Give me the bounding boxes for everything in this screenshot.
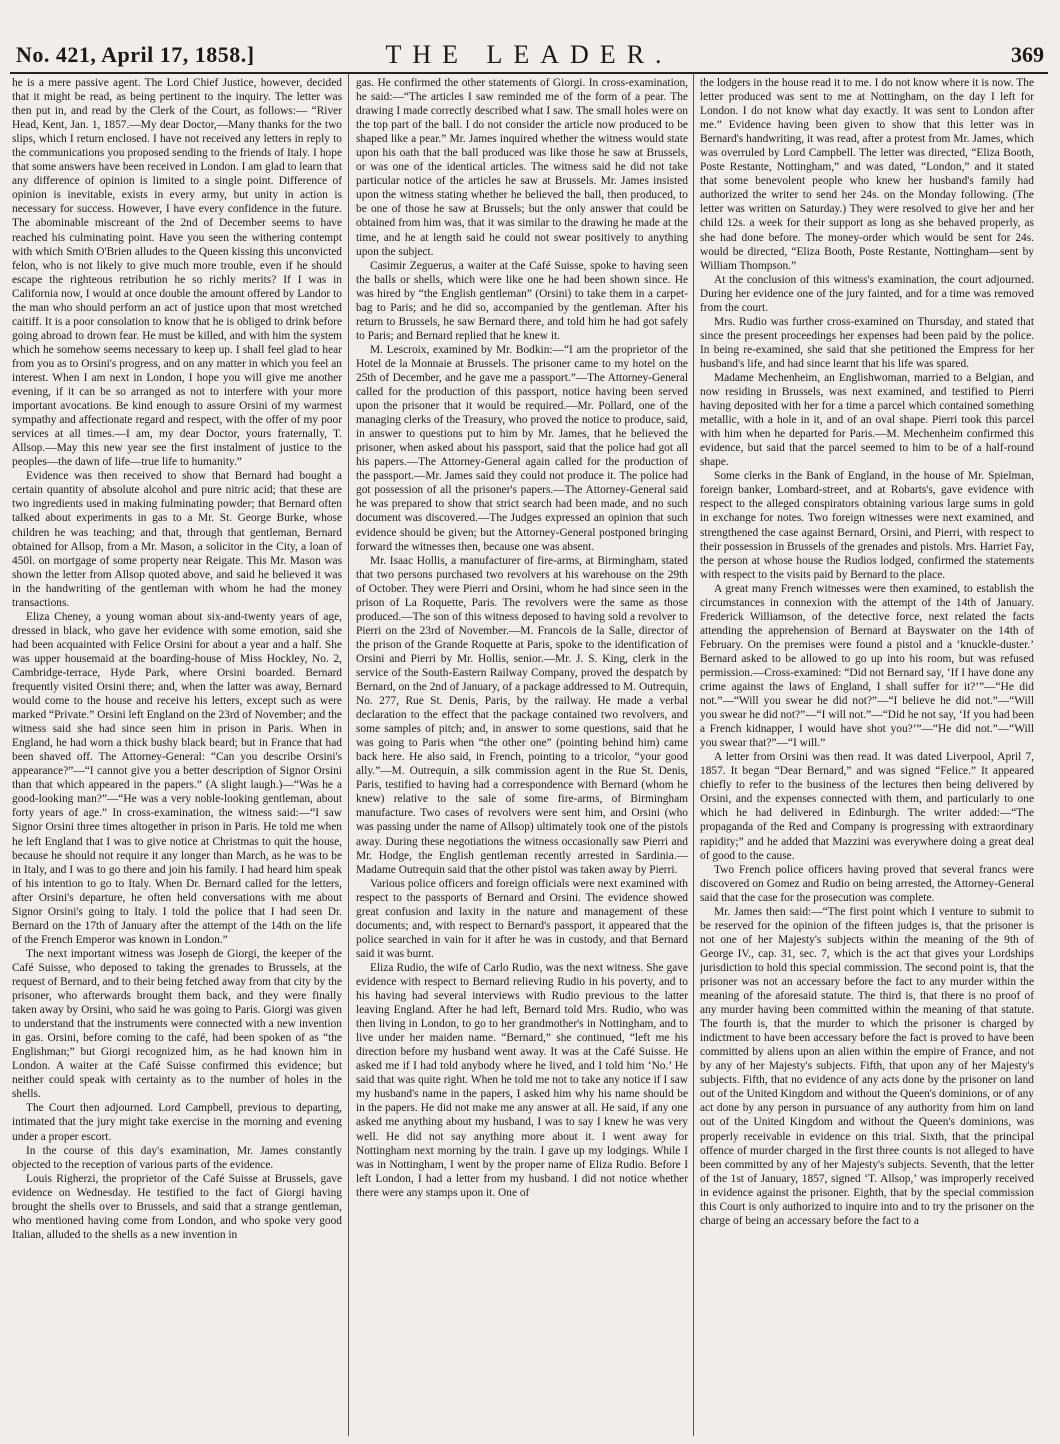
paragraph: Casimir Zeguerus, a waiter at the Café Suisse, spoke to having seen the balls or shells, which were like one he had been shown since. He was hired by “the English gentleman” (Orsini) to take them in a carpet-bag to Paris; and he did so, accompanied by the gentleman. After his return to Brussels, he saw Bernard there, and told him he had got safely to Paris; and Bernard replied that he knew it. <box>356 259 688 342</box>
paragraph: M. Lescroix, examined by Mr. Bodkin:—“I am the proprietor of the Hotel de la Monnaie at Brussels. The prisoner came to my hotel on the 25th of December, and he gave me a passport.”—The Attorney-General called for the production of this passport, notice having been served upon the prisoner that it would be required.—Mr. Pollard, one of the managing clerks of the Treasury, who proved the notice to produce, said, in answer to questions put to him by Mr. James, that he believed the prisoner, when asked about his passport, said that the police had got all his papers.—The Attorney-General again called for the production of the passport.—Mr. James said they could not produce it. The police had got possession of all the prisoner's papers.—The Attorney-General said he was prepared to show that strict search had been made, and no such document was discovered.—The Judges expressed an opinion that such evidence should be given; but the Attorney-General postponed bringing forward the witnesses then, because one was absent. <box>356 343 688 553</box>
paragraph: Eliza Rudio, the wife of Carlo Rudio, was the next witness. She gave evidence with respect to Bernard relieving Rudio in his poverty, and to his having had several interviews with Rudio previous to the latter leaving England. After he had left, Bernard told Mrs. Rudio, who was then living in London, to go to her grandmother's in Nottingham, and to live under her maiden name. “Bernard,” she continued, “left me his direction before my husband went away. It was at the Café Suisse. He asked me if I had told anybody where he lived, and I told him ‘No.’ He said that was quite right. When he told me not to take any notice if I saw my husband's name in the papers, I asked him why his name should be in the papers. He did not make me any answer at all. He said, if any one asked me anything about my husband, I was to say I knew he was very well. He did not say anything more about it. I went away for Nottingham next morning by the train. I gave up my lodgings. While I was in Nottingham, I went by the proper name of Eliza Rudio. Before I left London, I had a letter from my husband. I did not notice whether there were any stamps upon it. One of <box>356 961 688 1199</box>
issue-info: No. 421, April 17, 1858.] <box>16 42 255 67</box>
newspaper-title: THE LEADER. <box>385 40 673 69</box>
page-number: 369 <box>1011 42 1044 67</box>
column-2 <box>356 76 688 1436</box>
paragraph: At the conclusion of this witness's examination, the court adjourned. During her evidence one of the jury fainted, and for a time was removed from the court. <box>700 273 1034 314</box>
masthead <box>10 38 1048 74</box>
paragraph: A great many French witnesses were then examined, to establish the circumstances in connexion with the attempt of the 14th of January. Frederick Williamson, of the detective force, next related the facts attending the apprehension of Bernard at Bayswater on the 14th of February. On the premises were found a pistol and a ‘knuckle-duster.’ Bernard asked to be allowed to go up into his room, but was refused permission.—Cross-examined: “Did not Bernard say, ‘If I have done any crime against the laws of England, I shall suffer for it?’”—“He did not.”—“Will you swear he did not?”—“I believe he did not.”—“Will you swear he did not?”—“I will not.”—“Did he not say, ‘If you had been a French kidnapper, I would have shot you?’”—“He did not.”—“Will you swear that?”—“I will.” <box>700 582 1034 750</box>
paragraph: Mrs. Rudio was further cross-examined on Thursday, and stated that since the present proceedings her expenses had been paid by the police. In being re-examined, she said that she petitioned the Empress for her husband's life, and had since learnt that his life was spared. <box>700 315 1034 370</box>
paragraph: he is a mere passive agent. The Lord Chief Justice, however, decided that it might be read, as being pertinent to the inquiry. The letter was then put in, and read by the Clerk of the Court, as follows:— “River Head, Kent, Jan. 1, 1857.—My dear Doctor,—Many thanks for the two slips, which I return enclosed. I have not received any letters in reply to the communications you proposed sending to the friends of Italy. I hope that some answers have been received in London. I am glad to learn that any difference of opinion is limited to a single point. Difference of opinion is inevitable, exists in every army, but unity in action is necessary for success. However, I have every confidence in the future. The abominable miscreant of the 2nd of December seems to have reached his culminating point. Have you seen the withering contempt with which Smith O'Brien alludes to the Queen kissing this unconvicted felon, who is not likely to give much more trouble, even if he should escape the righteous retribution he so richly merits? If I was in California now, I would at once double the amount offered by Landor to the man who should perform an act of justice upon that most wretched caitiff. It is a poor consolation to know that he is obliged to drink before going abroad to drown fear. He must be killed, and with him the system which he somehow seems necessary to keep up. I shall feel glad to hear from you as to Orsini's progress, and on any matter in which you feel an interest. When I am next in London, I hope you will give me another evening, if it can be so arranged as not to interfere with your more important avocations. Be kind enough to assure Orsini of my warmest sympathy and affectionate regard and respect, with the offer of my poor services at all times.—I am, my dear Doctor, yours fraternally, T. Allsop.—May this new year see the first instalment of justice to the peoples—the dawn of life—true life to humanity.” <box>12 77 342 469</box>
paragraph: gas. He confirmed the other statements of Giorgi. In cross-examination, he said:—“The articles I saw reminded me of the form of a pear. The drawing I made correctly described what I saw. The small holes were on the top part of the ball. I do not consider the article now produced to be shaped like a pear.” Mr. James inquired whether the witness would state upon his oath that the ball produced was like those he saw at Brussels, or was one of the identical articles. The witness said he did not take particular notice of the articles he saw at Brussels. Mr. James insisted upon the witness stating whether he believed the ball, then produced, to be one of those he saw at Brussels; but the only answer that could be obtained from him was, that it was similar to the drawing he made at the time, and he at length said he could not swear positively to anything upon the subject. <box>356 77 688 258</box>
paragraph: Louis Righerzi, the proprietor of the Café Suisse at Brussels, gave evidence on Wednesday. He testified to the fact of Giorgi having brought the shells over to Brussels, and said that a strange gentleman, who mentioned having come from London, and who spoke very good Italian, alluded to the shells as a new invention in <box>12 1172 342 1241</box>
paragraph: Madame Mechenheim, an Englishwoman, married to a Belgian, and now residing in Brussels, was next examined, and testified to Pierri having deposited with her for a time a parcel which contained something metallic, with a hole in it, and of an oval shape. Pierri took this parcel with him when he departed for Paris.—M. Mechenheim confirmed this evidence, but said that the parcel seemed to him to be of a half-round shape. <box>700 371 1034 469</box>
paragraph: the lodgers in the house read it to me. I do not know where it is now. The letter produced was sent to me at Nottingham, on the day I left for London. I do not know what day exactly. It was sent to London after me.” Evidence having been given to show that this letter was in Bernard's handwriting, it was read, after a protest from Mr. James, which was overruled by Lord Campbell. The letter was directed, “Eliza Booth, Poste Restante, Nottingham,” and was dated, “London,” and it stated that some benevolent people who knew her husband's family had authorized the writer to send her 24s. on the Monday following. (The letter was written on Saturday.) They were resolved to give her and her child 12s. a week for their support as long as she behaved properly, as she had done before. The money-order which would be sent for 24s. would be directed, “Eliza Booth, Poste Restante, Nottingham—sent by William Thompson.” <box>700 77 1034 272</box>
column-3 <box>700 76 1034 1436</box>
paragraph: A letter from Orsini was then read. It was dated Liverpool, April 7, 1857. It began “Dear Bernard,” and was signed “Felice.” It appeared chiefly to refer to the business of the lectures then being delivered by Orsini, and the expenses connected with them, and particularly to one which he had delivered in Edinburgh. The writer added:—“The propaganda of the Red and Company is progressing with extraordinary rapidity;” and he added that Mazzini was everywhere doing a great deal of good to the cause. <box>700 751 1034 862</box>
column-divider <box>348 74 349 1436</box>
paragraph: The next important witness was Joseph de Giorgi, the keeper of the Café Suisse, who deposed to taking the grenades to Brussels, at the request of Bernard, and to their being fetched away from that city by the prisoner, who afterwards brought them back, and they were finally taken away by Orsini, who said he was going to Paris. Giorgi was given to understand that the instruments were connected with a new invention in gas. Orsini, before coming to the café, had been spoken of as “the Englishman;” but Giorgi recognized him, as he had known him in London. A waiter at the Café Suisse confirmed this evidence; but neither could speak with certainty as to the number of holes in the shells. <box>12 947 342 1101</box>
column-1 <box>12 76 342 1436</box>
paragraph: Some clerks in the Bank of England, in the house of Mr. Spielman, foreign banker, Lombard-street, and at Robarts's, gave evidence with respect to the alleged conspirators obtaining various large sums in gold in exchange for notes. Two foreign witnesses were next examined, and strengthened the case against Bernard, Orsini, and Pierri, with respect to their possession in Brussels of the grenades and pistols. Mrs. Harriet Fay, the person at whose house the Rudios lodged, confirmed the statements with respect to the visits paid by Bernard to the place. <box>700 470 1034 581</box>
paragraph: Evidence was then received to show that Bernard had bought a certain quantity of absolute alcohol and pure nitric acid; that these are two ingredients used in making fulminating powder; that Bernard often talked about experiments in gas to a Mr. St. George Burke, whose children he was teaching; and that, through that gentleman, Bernard obtained for Allsop, from a Mr. Mason, a solicitor in the City, a loan of 450l. on mortgage of some property near Reigate. This Mr. Mason was shown the letter from Allsop quoted above, and said he believed it was in the handwriting of the gentleman with whom he had the money transactions. <box>12 470 342 609</box>
paragraph: In the course of this day's examination, Mr. James constantly objected to the reception of various parts of the evidence. <box>12 1144 342 1171</box>
paragraph: Two French police officers having proved that several francs were discovered on Gomez and Rudio on being arrested, the Attorney-General said that the case for the prosecution was complete. <box>700 863 1034 904</box>
paragraph: Mr. Isaac Hollis, a manufacturer of fire-arms, at Birmingham, stated that two persons purchased two revolvers at his warehouse on the 29th of October. They were Pierri and Orsini, whom he had since seen in the prison of La Roquette, Paris. The revolvers were the same as those produced.—The son of this witness deposed to having sold a revolver to Pierri on the 23rd of November.—M. Francois de la Salle, director of the prison of the Grande Roquette at Paris, spoke to the identification of Orsini and Pierri by Mr. Hollis, senior.—Mr. J. S. King, clerk in the service of the South-Eastern Railway Company, proved the despatch by Bernard, on the 2nd of January, of a package addressed to M. Outrequin, No. 277, Rue St. Denis, Paris, by the railway. He made a verbal declaration to the effect that the package contained two revolvers, and some samples of pitch; and, in answer to some questions, said that he was going to Paris when “the other one” (pointing behind him) came back here. He also said, in French, pointing to a tricolor, “your good ally.”—M. Outrequin, a silk commission agent in the Rue St. Denis, Paris, testified to having had a correspondence with Bernard (whom he knew) relative to the sale of some fire-arms, of Birmingham manufacture. Two cases of revolvers were sent him, and Orsini (who was passing under the name of Allsop) ultimately took one of the pistols away. During these negotiations the witness occasionally saw Pierri and Mr. Hodge, the English gentleman recently arrested in Sardinia.—Madame Outrequin said that the other pistol was taken away by Pierri. <box>356 554 688 876</box>
paragraph: The Court then adjourned. Lord Campbell, previous to departing, intimated that the jury might take exercise in the morning and evening under a proper escort. <box>12 1102 342 1143</box>
column-divider <box>693 74 694 1436</box>
paragraph: Various police officers and foreign officials were next examined with respect to the passports of Bernard and Orsini. The evidence showed great confusion and laxity in the nature and management of these documents; and, with respect to Bernard's passport, it appeared that the police searched in vain for it after he was in custody, and that Bernard said it was burnt. <box>356 877 688 960</box>
paragraph: Mr. James then said:—“The first point which I venture to submit to be reserved for the opinion of the fifteen judges is, that the prisoner is not one of her Majesty's subjects within the meaning of the 9th of George IV., cap. 31, sec. 7, which is the act that gives your Lordships jurisdiction to hold this special commission. The second point is, that the prisoner was not an accessary before the fact to any murder within the meaning of the aforesaid statute. The third is, that there is no proof of any murder having been committed within the meaning of that statute. The fourth is, that the murder to which the prisoner is charged by indictment to have been accessary before the fact is proved to have been committed by aliens upon an alien within the empire of France, and not by any of her Majesty's subjects. Fifth, that upon any of her Majesty's subjects. Fifth, that no evidence of any acts done by the prisoner on land out of the United Kingdom and without the Queen's dominions, or of any act done by any person in pursuance of any authority from him on land out of the United Kingdom and without the Queen's dominions, was properly receivable in evidence on this trial. Sixth, that the principal offence of murder charged in the first three counts is not alleged to have been committed by any of her Majesty's subjects. Seventh, that the letter of the 1st of January, 1857, signed ‘T. Allsop,’ was improperly received in evidence against the prisoner. Eighth, that by the special commission this Court is only authorized to inquire into and to try the prisoner on the charge of being an accessary before the fact to a <box>700 905 1034 1227</box>
paragraph: Eliza Cheney, a young woman about six-and-twenty years of age, dressed in black, who gave her evidence with some emotion, said she had been acquainted with Felice Orsini for about a year and a half. She was upper housemaid at the boarding-house of Miss Hockley, No. 2, Cambridge-terrace, Hyde Park, where Orsini boarded. Bernard frequently visited Orsini there; and, when the latter was away, Bernard would come to the house and receive his letters, except such as were marked “Private.” Orsini left England on the 23rd of November; and the witness said she had since seen him in prison in Paris. When in England, he had worn a thick bushy black beard; but in France that had been shaved off. The Attorney-General: “Can you describe Orsini's appearance?”—“I cannot give you a better description of Signor Orsini than that which appeared in the papers.” (A slight laugh.)—“Was he a good-looking man?”—“He was a very noble-looking gentleman, about forty years of age.” In cross-examination, the witness said:—“I saw Signor Orsini three times altogether in prison in Paris. He told me when he left England that I was to give notice at Christmas to quit the house, because he should not require it any longer than March, as he was to be in Italy, and I was to go there and join his family. I had heard him speak of his intention to go to Italy. When Dr. Bernard called for the letters, after Orsini's departure, he often held conversations with me about Signor Orsini's going to Italy. I told the police that I had seen Dr. Bernard on the 17th of January after the attempt of the 14th on the life of the French Emperor was known in London.” <box>12 610 342 946</box>
